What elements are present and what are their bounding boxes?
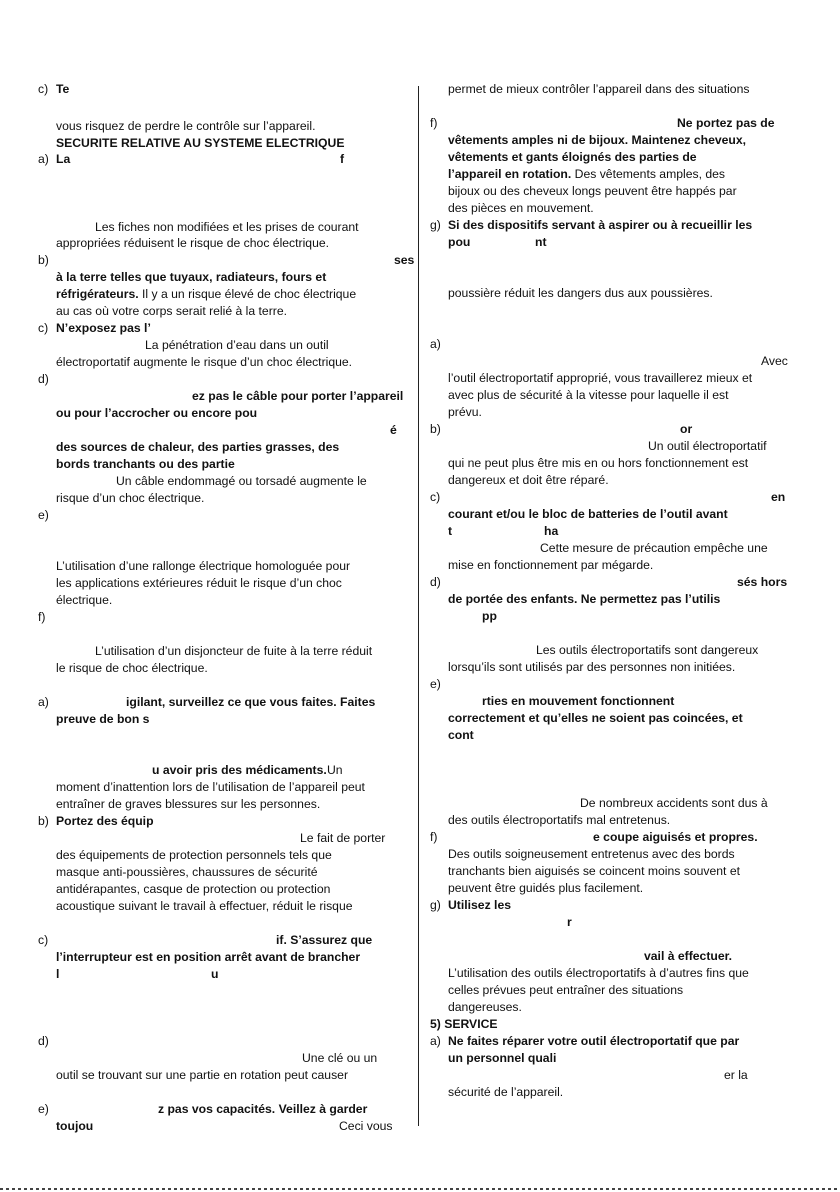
text-line xyxy=(56,136,344,151)
text-line xyxy=(448,966,749,981)
list-marker: c) xyxy=(430,490,441,504)
bold-text: z pas vos capacités. Veillez à garder xyxy=(158,1102,368,1116)
body-text: électroportatif augmente le risque d’un choc électrique. xyxy=(56,355,353,369)
text-line xyxy=(56,119,315,134)
list-marker: e) xyxy=(38,1102,49,1116)
body-text: Les fiches non modifiées et les prises de courant xyxy=(95,220,359,234)
bold-text: bords tranchants ou des partie xyxy=(56,457,235,471)
body-text: risque d’un choc électrique. xyxy=(56,491,205,505)
body-text: er la xyxy=(724,1068,748,1082)
list-marker: f) xyxy=(430,116,438,130)
bold-text: courant et/ou le bloc de batteries de l’outil avant xyxy=(448,507,728,521)
text-line xyxy=(448,1051,556,1066)
bold-text: pou xyxy=(448,235,471,249)
bold-text: Te xyxy=(56,82,70,96)
page-edge-dashes xyxy=(0,1188,840,1190)
bold-text: u avoir pris des médicaments. xyxy=(152,763,327,777)
bold-text: sés hors xyxy=(737,575,788,589)
text-line xyxy=(448,371,752,386)
text-line xyxy=(56,1119,393,1134)
bold-text: en xyxy=(771,490,786,504)
text-line xyxy=(430,1017,498,1032)
text-line xyxy=(448,184,737,199)
list-marker: a) xyxy=(38,695,49,709)
bold-text: Portez des équip xyxy=(56,814,154,828)
text-line xyxy=(56,661,208,676)
text-line xyxy=(448,847,735,862)
bold-text: cont xyxy=(448,728,474,742)
text-line xyxy=(448,592,720,607)
body-text: moment d’inattention lors de l’utilisation de l’appareil peut xyxy=(56,780,365,794)
bold-text: r xyxy=(567,915,572,929)
body-text: peuvent être guidés plus facilement. xyxy=(448,881,644,895)
text-line xyxy=(56,950,360,965)
text-line xyxy=(56,882,330,897)
text-line xyxy=(448,1085,563,1100)
text-line xyxy=(56,865,318,880)
body-text: le risque de choc électrique. xyxy=(56,661,208,675)
body-text: L’utilisation d’une rallonge électrique homologuée pour xyxy=(56,559,351,573)
body-text: prévu. xyxy=(448,405,482,419)
body-text: permet de mieux contrôler l’appareil dans des situations xyxy=(448,82,750,96)
list-marker: b) xyxy=(38,253,49,267)
bold-text: Ne faites réparer votre outil électroportatif que par xyxy=(448,1034,740,1048)
text-line xyxy=(448,898,511,913)
text-line xyxy=(448,235,547,250)
text-line xyxy=(448,82,749,97)
bold-text: vêtements amples ni de bijoux. Maintenez cheveux, xyxy=(448,133,747,147)
bold-text: u xyxy=(211,967,219,981)
list-marker: f) xyxy=(38,610,46,624)
body-text: des pièces en mouvement. xyxy=(448,201,594,215)
body-text: poussière réduit les dangers dus aux poussières. xyxy=(448,286,713,300)
body-text: qui ne peut plus être mis en ou hors fonctionnement est xyxy=(448,456,749,470)
bold-text: or xyxy=(680,422,693,436)
text-line xyxy=(56,712,149,727)
text-line xyxy=(56,576,342,591)
text-line xyxy=(56,304,287,319)
bold-text: réfrigérateurs. xyxy=(56,287,139,301)
bold-text: e coupe aiguisés et propres. xyxy=(593,830,758,844)
body-text: vous risquez de perdre le contrôle sur l’appareil. xyxy=(56,119,316,133)
bold-text: La xyxy=(56,152,71,166)
bold-text: é xyxy=(390,423,397,437)
text-line xyxy=(448,1034,739,1049)
text-line xyxy=(56,1068,348,1083)
bold-text: nt xyxy=(535,235,547,249)
body-text: Le fait de porter xyxy=(300,831,386,845)
text-line xyxy=(448,201,594,216)
text-line xyxy=(56,797,320,812)
bold-text: Utilisez les xyxy=(448,898,511,912)
text-line xyxy=(448,660,735,675)
bold-text: SECURITE RELATIVE AU SYSTEME ELECTRIQUE xyxy=(56,136,345,150)
body-text: bijoux ou des cheveux longs peuvent être happés par xyxy=(448,184,737,198)
text-line xyxy=(56,355,352,370)
text-line xyxy=(56,457,235,472)
text-line xyxy=(56,152,345,167)
body-text: L’utilisation d’un disjoncteur de fuite à la terre réduit xyxy=(95,644,373,658)
bold-text: vail à effectuer. xyxy=(644,949,733,963)
text-line xyxy=(448,133,746,148)
text-line xyxy=(448,167,725,182)
text-line xyxy=(56,287,356,302)
bold-text: N’exposez pas l’ xyxy=(56,321,151,335)
list-marker: g) xyxy=(430,218,441,232)
bold-text: l’appareil en rotation. xyxy=(448,167,572,181)
text-line xyxy=(56,559,350,574)
bold-text: f xyxy=(340,152,345,166)
body-text: mise en fonctionnement par mégarde. xyxy=(448,558,654,572)
text-line xyxy=(56,593,112,608)
left-column xyxy=(38,0,415,1192)
text-line xyxy=(448,728,474,743)
text-line xyxy=(448,218,752,233)
body-text: les applications extérieures réduit le risque d’un choc xyxy=(56,576,342,590)
body-text: dangereux et doit être réparé. xyxy=(448,473,609,487)
body-text: masque anti-poussières, chaussures de sécurité xyxy=(56,865,318,879)
list-marker: a) xyxy=(430,337,441,351)
list-marker: c) xyxy=(38,933,49,947)
text-line xyxy=(56,82,69,97)
body-text: Un xyxy=(327,763,343,777)
bold-text: à la terre telles que tuyaux, radiateurs, fours et xyxy=(56,270,327,284)
bold-text: if. S’assurez que xyxy=(276,933,373,947)
body-text: outil se trouvant sur une partie en rotation peut causer xyxy=(56,1068,349,1082)
list-marker: d) xyxy=(38,1034,49,1048)
list-marker: d) xyxy=(430,575,441,589)
right-column xyxy=(430,0,802,1192)
bold-text: rties en mouvement fonctionnent xyxy=(482,694,675,708)
list-marker: c) xyxy=(38,321,49,335)
body-text: acoustique suivant le travail à effectuer, réduit le risque xyxy=(56,899,353,913)
body-text: De nombreux accidents sont dus à xyxy=(580,796,768,810)
text-line xyxy=(448,405,482,420)
text-line xyxy=(448,881,643,896)
body-text: Avec xyxy=(761,354,788,368)
body-text: dangereuses. xyxy=(448,1000,522,1014)
text-line xyxy=(448,473,609,488)
body-text: Il y a un risque élevé de choc électrique xyxy=(138,287,357,301)
body-text: tranchants bien aiguisés se coincent moins souvent et xyxy=(448,864,740,878)
bold-text: l xyxy=(56,967,60,981)
body-text: l’outil électroportatif approprié, vous travaillerez mieux et xyxy=(448,371,753,385)
list-marker: e) xyxy=(430,677,441,691)
bold-text: 5) SERVICE xyxy=(430,1017,498,1031)
text-line xyxy=(56,321,151,336)
text-line xyxy=(448,1000,522,1015)
list-marker: f) xyxy=(430,830,438,844)
body-text: L’utilisation des outils électroportatifs à d’autres fins que xyxy=(448,966,749,980)
body-text: Un câble endommagé ou torsadé augmente le xyxy=(116,474,367,488)
bold-text: ou pour l’accrocher ou encore pou xyxy=(56,406,258,420)
body-text: Ceci vous xyxy=(339,1119,393,1133)
text-line xyxy=(56,270,326,285)
body-text: celles prévues peut entraîner des situations xyxy=(448,983,684,997)
body-text: des outils électroportatifs mal entretenus. xyxy=(448,813,671,827)
body-text: avec plus de sécurité à la vitesse pour laquelle il est xyxy=(448,388,729,402)
bold-text: t xyxy=(448,524,453,538)
bold-text: vêtements et gants éloignés des parties de xyxy=(448,150,697,164)
bold-text: un personnel quali xyxy=(448,1051,557,1065)
bold-text: toujou xyxy=(56,1119,94,1133)
body-text: La pénétration d’eau dans un outil xyxy=(145,338,329,352)
body-text: Un outil électroportatif xyxy=(648,439,767,453)
bold-text: preuve de bon s xyxy=(56,712,150,726)
bold-text: Ne portez pas de xyxy=(677,116,775,130)
text-line xyxy=(448,864,740,879)
text-line xyxy=(448,813,670,828)
bold-text: ha xyxy=(544,524,559,538)
text-line xyxy=(448,558,653,573)
body-text: des équipements de protection personnels tels que xyxy=(56,848,332,862)
text-line xyxy=(448,983,683,998)
text-line xyxy=(448,456,748,471)
body-text: Une clé ou un xyxy=(302,1051,378,1065)
bold-text: igilant, surveillez ce que vous faites. Faites xyxy=(126,695,376,709)
text-line xyxy=(56,406,257,421)
text-line xyxy=(56,848,332,863)
bold-text: pp xyxy=(482,609,497,623)
bold-text: ez pas le câble pour porter l’appareil xyxy=(192,389,404,403)
body-text: Cette mesure de précaution empêche une xyxy=(540,541,768,555)
list-marker: e) xyxy=(38,508,49,522)
text-line xyxy=(448,711,743,726)
body-text: Les outils électroportatifs sont dangereux xyxy=(536,643,759,657)
body-text: Des vêtements amples, des xyxy=(571,167,726,181)
text-line xyxy=(56,899,353,914)
list-marker: a) xyxy=(430,1034,441,1048)
body-text: sécurité de l’appareil. xyxy=(448,1085,564,1099)
list-marker: g) xyxy=(430,898,441,912)
body-text: Des outils soigneusement entretenus avec des bords xyxy=(448,847,735,861)
text-line xyxy=(448,524,559,539)
text-line xyxy=(56,780,365,795)
column-divider xyxy=(418,86,419,1126)
bold-text: l’interrupteur est en position arrêt avant de brancher xyxy=(56,950,361,964)
body-text: entraîner de graves blessures sur les personnes. xyxy=(56,797,321,811)
text-line xyxy=(56,814,154,829)
body-text: au cas où votre corps serait relié à la terre. xyxy=(56,304,287,318)
list-marker: b) xyxy=(38,814,49,828)
text-line xyxy=(56,967,219,982)
list-marker: a) xyxy=(38,152,49,166)
bold-text: des sources de chaleur, des parties grasses, des xyxy=(56,440,340,454)
list-marker: c) xyxy=(38,82,49,96)
body-text: électrique. xyxy=(56,593,113,607)
bold-text: Si des dispositifs servant à aspirer ou à recueillir les xyxy=(448,218,753,232)
list-marker: b) xyxy=(430,422,441,436)
text-line xyxy=(448,150,697,165)
body-text: appropriées réduisent le risque de choc électrique. xyxy=(56,236,330,250)
bold-text: correctement et qu’elles ne soient pas coincées, et xyxy=(448,711,743,725)
text-line xyxy=(448,388,728,403)
bold-text: ses xyxy=(394,253,415,267)
text-line xyxy=(56,440,339,455)
text-line xyxy=(448,507,728,522)
text-line xyxy=(56,236,329,251)
body-text: lorsqu’ils sont utilisés par des personnes non initiées. xyxy=(448,660,736,674)
text-line xyxy=(448,286,713,301)
list-marker: d) xyxy=(38,372,49,386)
bold-text: de portée des enfants. Ne permettez pas l’utilis xyxy=(448,592,721,606)
text-line xyxy=(56,491,204,506)
body-text: antidérapantes, casque de protection ou protection xyxy=(56,882,331,896)
